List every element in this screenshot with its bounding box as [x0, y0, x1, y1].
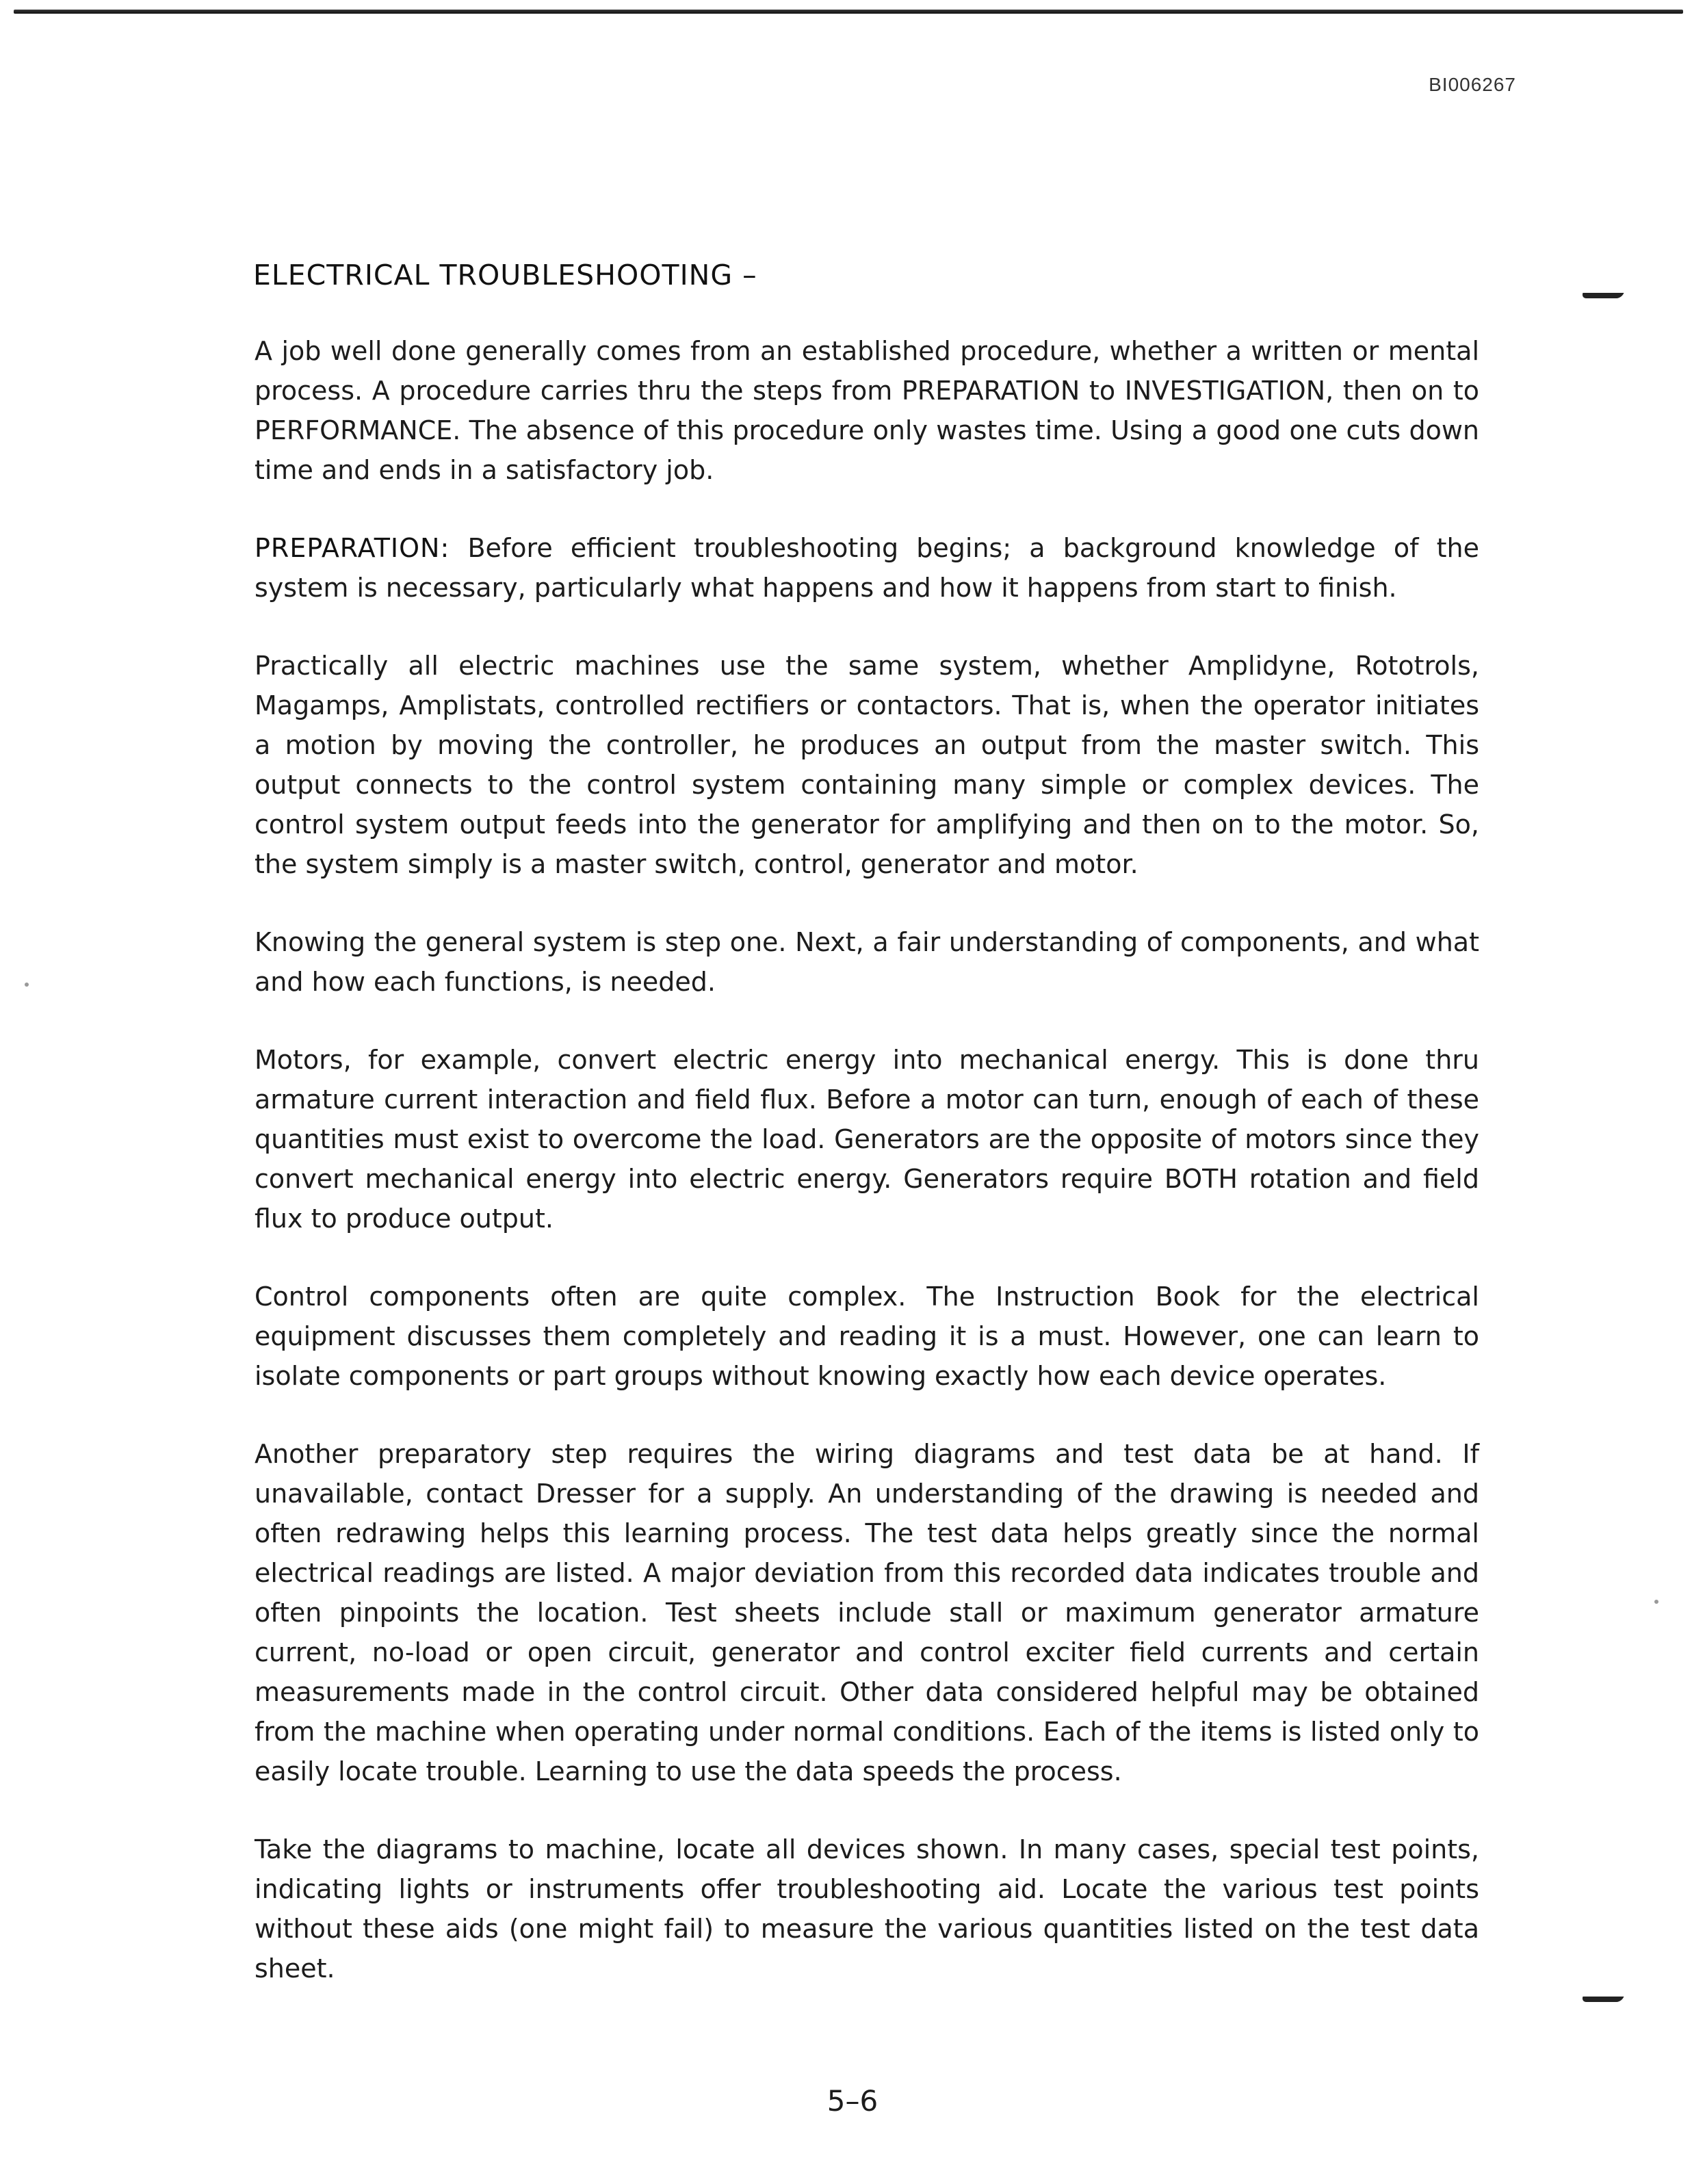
scan-artifact-mark [1581, 293, 1624, 298]
paragraph-preparation [255, 528, 1479, 608]
paragraph-test-data: Another preparatory step requires the wiring diagrams and test data be at hand. If unavailable, contact Dresser for a supply. An understanding of the drawing is needed and often redrawing helps this learning process. The test data helps greatly since the normal electrical readings are listed. A major deviation from this recorded data indicates trouble and often pinpoints the location. Test sheets include stall or maximum generator armature current, no-load or open circuit, generator and control exciter field currents and certain measurements made in the control circuit. Other data considered helpful may be obtained from the machine when operating under normal conditions. Each of the items is listed only to easily locate trouble. Learning to use the data speeds the process. [255, 1439, 1479, 1786]
paragraph-diagrams: Take the diagrams to machine, locate all devices shown. In many cases, special test points, indicating lights or instruments offer troubleshooting aid. Locate the various test points without these aids (one might fail) to measure the various quantities listed on the test data sheet. [255, 1834, 1479, 1984]
body-text [255, 331, 1479, 2027]
document-id: BI006267 [1429, 74, 1516, 95]
top-scan-rule [14, 10, 1683, 14]
paragraph-components: Knowing the general system is step one. Next, a fair understanding of components, and what and how each functions, is needed. [255, 927, 1479, 997]
scan-artifact-mark [1581, 1997, 1624, 2002]
scan-artifact-dot [25, 983, 29, 987]
scan-artifact-dot [1654, 1600, 1658, 1604]
page-number: 5–6 [827, 2084, 878, 2118]
paragraph-intro: A job well done generally comes from an established procedure, whether a written or mental process. A procedure carries thru the steps from PREPARATION to INVESTIGATION, then on to PERFORMANCE. The absence of this procedure only wastes time. Using a good one cuts down time and ends in a satisfactory job. [255, 336, 1479, 485]
preparation-text: Before efficient troubleshooting begins; a background knowledge of the system is necessary, particularly what happens and how it happens from start to finish. [255, 533, 1479, 603]
preparation-label: PREPARATION: [255, 533, 450, 563]
paragraph-control: Control components often are quite complex. The Instruction Book for the electrical equipment discusses them completely and reading it is a must. However, one can learn to isolate components or part groups without knowing exactly how each device operates. [255, 1282, 1479, 1391]
section-heading: ELECTRICAL TROUBLESHOOTING – [253, 259, 757, 291]
paragraph-system: Practically all electric machines use the same system, whether Amplidyne, Rototrols, Magamps, Amplistats, controlled rectifiers or contactors. That is, when the operator initiates a motion by moving the controller, he produces an output from the master switch. This output connects to the control system containing many simple or complex devices. The control system output feeds into the generator for amplifying and then on to the motor. So, the system simply is a master switch, control, generator and motor. [255, 651, 1479, 879]
paragraph-motors: Motors, for example, convert electric energy into mechanical energy. This is done thru armature current interaction and field flux. Before a motor can turn, enough of each of these quantities must exist to overcome the load. Generators are the opposite of motors since they convert mechanical energy into electric energy. Generators require BOTH rotation and field flux to produce output. [255, 1045, 1479, 1234]
